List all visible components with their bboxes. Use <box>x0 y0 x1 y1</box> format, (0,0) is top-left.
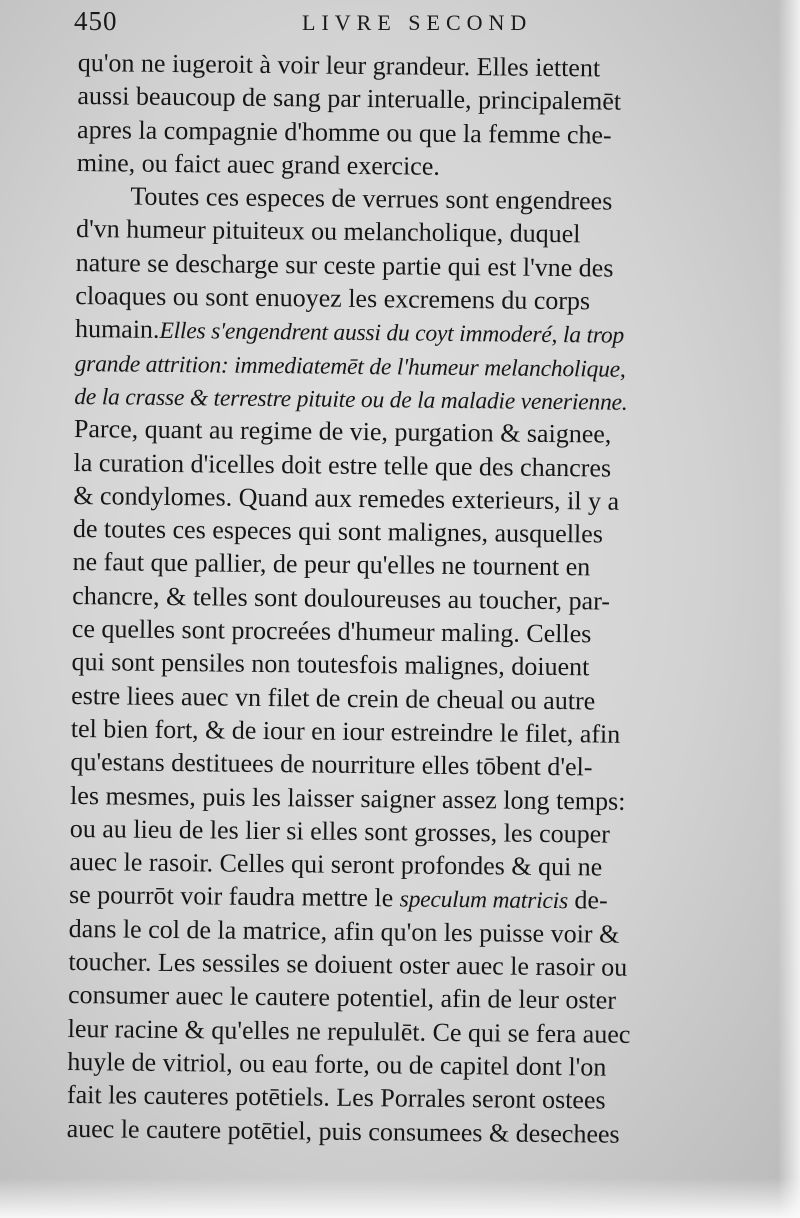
text-line-tail: de- <box>567 885 608 916</box>
body-text <box>66 46 749 1152</box>
text-line-content: estre liees auec vn filet de crein de cheual ou autre <box>71 680 596 716</box>
text-line-content: les mesmes, puis les laisser saigner assez long temps: <box>70 780 626 816</box>
text-line-content: nature se descharge sur ceste partie qui est l'vne des <box>75 247 614 283</box>
page-number: 450 <box>74 6 118 36</box>
italic-phrase: Elles s'engendrent aussi du coyt immoderé, la trop <box>159 318 625 350</box>
text-line-content: ne faut que pallier, de peur qu'elles ne tournent en <box>72 547 591 582</box>
text-line-content: Parce, quant au regime de vie, purgation & saignee, <box>73 414 612 449</box>
text-line-content: qu'on ne iugeroit à voir leur grandeur. Elles iettent <box>77 47 601 83</box>
text-line-content: apres la compagnie d'homme ou que la femme che- <box>76 114 612 150</box>
text-line <box>66 1111 738 1151</box>
italic-phrase: speculum matricis <box>399 886 569 915</box>
text-line-content: auec le rasoir. Celles qui seront profondes & qui ne <box>69 847 603 882</box>
text-line-content: leur racine & qu'elles ne repululēt. Ce qui se fera auec <box>67 1013 631 1049</box>
text-line-content: dans le col de la matrice, afin qu'on les puisse voir & <box>68 913 620 949</box>
text-line-content: fait les cauteres potētiels. Les Porrales seront ostees <box>66 1080 606 1115</box>
page-edge-bottom <box>0 1178 800 1218</box>
text-line-content: la curation d'icelles doit estre telle que des chancres <box>73 447 612 483</box>
running-head: LIVRE SECOND <box>302 10 533 35</box>
text-line-content: ce quelles sont procreées d'humeur maling. Celles <box>71 614 592 649</box>
text-line-content: tel bien fort, & de iour en iour estreindre le filet, afin <box>70 713 621 749</box>
text-line-content: chancre, & telles sont douloureuses au toucher, par- <box>72 580 611 616</box>
text-line-content: consumer auec le cautere potentiel, afin de leur oster <box>67 980 617 1015</box>
text-line-content: d'vn humeur pituiteux ou melancholique, duquel <box>75 214 581 249</box>
page-edge-right <box>778 0 800 1218</box>
text-line-content: humain. <box>74 314 160 345</box>
text-line-content: se pourrōt voir faudra mettre le <box>68 880 400 913</box>
text-line-content: qu'estans destituees de nourriture elles tōbent d'el- <box>70 747 593 782</box>
text-line-content: auec le cautere potētiel, puis consumees & desechees <box>66 1113 620 1149</box>
text-line-content: de toutes ces especes qui sont malignes, ausquelles <box>72 514 604 549</box>
text-line-content: huyle de vitriol, ou eau forte, ou de capitel dont l'on <box>67 1046 607 1082</box>
page-header <box>74 4 754 44</box>
text-line-content: aussi beaucoup de sang par interualle, principalemēt <box>77 81 622 116</box>
text-line-content: grande attrition: immediatemēt de l'humeur melancholique, <box>74 350 626 383</box>
text-line-content: mine, ou faict auec grand exercice. <box>76 147 440 181</box>
text-line-content: cloaques ou sont enuoyez les excremens du corps <box>75 281 591 316</box>
text-line-content: ou au lieu de les lier si elles sont grosses, les couper <box>69 813 611 849</box>
text-line-content: de la crasse & terrestre pituite ou de la maladie venerienne. <box>74 383 628 416</box>
text-line-content: toucher. Les sessiles se doiuent oster auec le rasoir ou <box>68 946 628 982</box>
text-line-content: Toutes ces especes de verrues sont engendrees <box>130 181 613 216</box>
text-line-content: qui sont pensiles non toutesfois malignes, doiuent <box>71 647 590 682</box>
text-line-content: & condylomes. Quand aux remedes exterieurs, il y a <box>73 480 620 516</box>
